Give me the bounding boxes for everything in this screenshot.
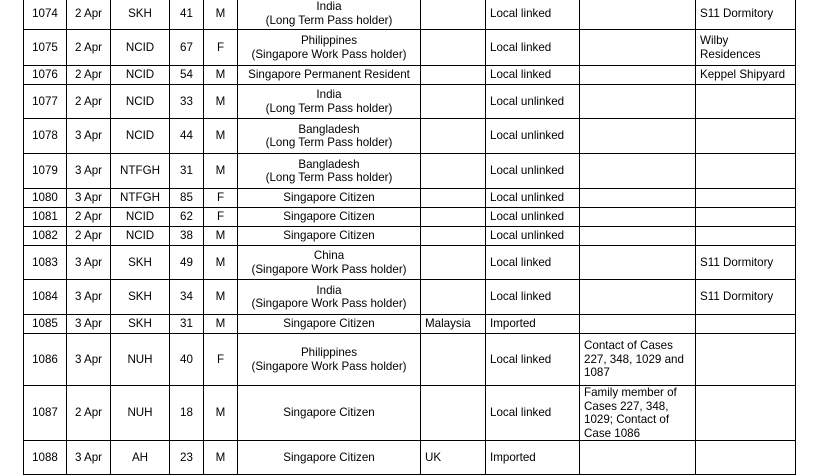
date-cell: 2 Apr (67, 208, 111, 227)
nationality-cell (238, 227, 421, 246)
hospital-cell: NCID (111, 119, 170, 154)
table-row (24, 154, 796, 189)
age-cell: 31 (170, 315, 204, 334)
links-cell (580, 227, 696, 246)
age-cell: 62 (170, 208, 204, 227)
table-row (24, 208, 796, 227)
hospital-cell: SKH (111, 280, 170, 315)
hospital-cell: NTFGH (111, 189, 170, 208)
nationality-cell (238, 154, 421, 189)
case-number-cell: 1084 (24, 280, 67, 315)
links-cell (580, 315, 696, 334)
nationality-cell (238, 189, 421, 208)
case-number-cell: 1087 (24, 386, 67, 441)
links-cell (580, 441, 696, 475)
case-status-cell: Local unlinked (486, 154, 580, 189)
case-number-cell: 1088 (24, 441, 67, 475)
table-row (24, 227, 796, 246)
hospital-cell: SKH (111, 0, 170, 30)
travel-history-cell (421, 280, 486, 315)
nationality-text: India (316, 283, 342, 297)
hospital-cell: NUH (111, 334, 170, 386)
links-cell: Family member of Cases 227, 348, 1029; Contact of Case 1086 (580, 386, 696, 441)
gender-cell: M (204, 85, 238, 119)
nationality-cell (238, 30, 421, 66)
nationality-text: Singapore Citizen (283, 450, 375, 464)
date-cell: 2 Apr (67, 30, 111, 66)
table-row (24, 189, 796, 208)
age-cell: 49 (170, 246, 204, 280)
case-status-cell: Imported (486, 441, 580, 475)
cluster-cell (696, 441, 796, 475)
date-cell: 3 Apr (67, 315, 111, 334)
age-cell: 40 (170, 334, 204, 386)
gender-cell: M (204, 246, 238, 280)
date-cell: 3 Apr (67, 280, 111, 315)
case-status-cell: Local unlinked (486, 227, 580, 246)
date-cell: 2 Apr (67, 85, 111, 119)
age-cell: 31 (170, 154, 204, 189)
nationality-text: Bangladesh (298, 122, 360, 136)
age-cell: 85 (170, 189, 204, 208)
nationality-cell (238, 66, 421, 85)
links-cell (580, 246, 696, 280)
hospital-cell: SKH (111, 246, 170, 280)
date-cell: 3 Apr (67, 189, 111, 208)
hospital-cell: NCID (111, 208, 170, 227)
hospital-cell: NUH (111, 386, 170, 441)
gender-cell: F (204, 189, 238, 208)
date-cell: 3 Apr (67, 441, 111, 475)
case-status-cell: Local unlinked (486, 189, 580, 208)
age-cell: 34 (170, 280, 204, 315)
travel-history-cell (421, 0, 486, 30)
table-row (24, 386, 796, 441)
case-table-container (23, 0, 796, 475)
nationality-cell (238, 441, 421, 475)
nationality-text: Singapore Citizen (283, 210, 375, 224)
cluster-cell (696, 386, 796, 441)
nationality-cell (238, 119, 421, 154)
hospital-cell: NCID (111, 85, 170, 119)
case-number-cell: 1081 (24, 208, 67, 227)
nationality-text: Singapore Citizen (283, 191, 375, 205)
date-cell: 2 Apr (67, 0, 111, 30)
travel-history-cell (421, 66, 486, 85)
gender-cell: F (204, 208, 238, 227)
age-cell: 41 (170, 0, 204, 30)
cluster-cell: S11 Dormitory (696, 280, 796, 315)
age-cell: 54 (170, 66, 204, 85)
gender-cell: M (204, 227, 238, 246)
gender-cell: F (204, 334, 238, 386)
travel-history-cell: Malaysia (421, 315, 486, 334)
nationality-text: Philippines (300, 346, 358, 359)
gender-cell: M (204, 119, 238, 154)
table-row (24, 441, 796, 475)
case-table (23, 0, 796, 475)
links-cell (580, 280, 696, 315)
nationality-cell (238, 386, 421, 441)
table-row (24, 30, 796, 66)
pass-type-text: (Long Term Pass holder) (265, 171, 393, 184)
case-number-cell: 1080 (24, 189, 67, 208)
case-table-body (24, 0, 796, 475)
travel-history-cell: UK (421, 441, 486, 475)
cluster-cell (696, 85, 796, 119)
case-number-cell: 1075 (24, 30, 67, 66)
gender-cell: M (204, 154, 238, 189)
gender-cell: M (204, 0, 238, 30)
case-number-cell: 1083 (24, 246, 67, 280)
gender-cell: F (204, 30, 238, 66)
pass-type-text: (Singapore Work Pass holder) (251, 47, 407, 61)
age-cell: 38 (170, 227, 204, 246)
hospital-cell: SKH (111, 315, 170, 334)
nationality-cell (238, 0, 421, 30)
links-cell (580, 30, 696, 66)
case-status-cell: Local linked (486, 386, 580, 441)
travel-history-cell (421, 154, 486, 189)
nationality-text: China (313, 249, 345, 262)
links-cell (580, 85, 696, 119)
table-row (24, 334, 796, 386)
cluster-cell (696, 315, 796, 334)
date-cell: 2 Apr (67, 227, 111, 246)
travel-history-cell (421, 85, 486, 119)
case-number-cell: 1077 (24, 85, 67, 119)
nationality-text: Philippines (300, 34, 358, 47)
case-number-cell: 1079 (24, 154, 67, 189)
gender-cell: M (204, 441, 238, 475)
travel-history-cell (421, 189, 486, 208)
cluster-cell: Wilby Residences (696, 30, 796, 66)
nationality-text: Singapore Citizen (283, 406, 375, 420)
cluster-cell (696, 227, 796, 246)
case-number-cell: 1078 (24, 119, 67, 154)
case-number-cell: 1086 (24, 334, 67, 386)
hospital-cell: NCID (111, 227, 170, 246)
pass-type-text: (Long Term Pass holder) (265, 13, 393, 27)
gender-cell: M (204, 386, 238, 441)
pass-type-text: (Singapore Work Pass holder) (251, 359, 407, 373)
pass-type-text: (Long Term Pass holder) (265, 136, 393, 149)
cluster-cell: Keppel Shipyard (696, 66, 796, 85)
age-cell: 44 (170, 119, 204, 154)
links-cell (580, 0, 696, 30)
table-row (24, 66, 796, 85)
date-cell: 3 Apr (67, 246, 111, 280)
nationality-cell (238, 280, 421, 315)
nationality-text: Singapore Permanent Resident (248, 68, 410, 82)
case-number-cell: 1076 (24, 66, 67, 85)
case-number-cell: 1074 (24, 0, 67, 30)
links-cell (580, 119, 696, 154)
nationality-cell (238, 246, 421, 280)
nationality-cell (238, 85, 421, 119)
nationality-cell (238, 334, 421, 386)
links-cell (580, 154, 696, 189)
case-status-cell: Local linked (486, 280, 580, 315)
pass-type-text: (Singapore Work Pass holder) (251, 297, 407, 310)
date-cell: 3 Apr (67, 119, 111, 154)
links-cell: Contact of Cases 227, 348, 1029 and 1087 (580, 334, 696, 386)
cluster-cell: S11 Dormitory (696, 0, 796, 30)
hospital-cell: NCID (111, 30, 170, 66)
nationality-text: Singapore Citizen (283, 229, 375, 243)
nationality-text: Singapore Citizen (283, 317, 375, 331)
nationality-cell (238, 208, 421, 227)
table-row (24, 119, 796, 154)
case-status-cell: Local unlinked (486, 85, 580, 119)
case-status-cell: Local unlinked (486, 208, 580, 227)
case-status-cell: Local linked (486, 246, 580, 280)
nationality-text: Bangladesh (298, 157, 360, 171)
age-cell: 18 (170, 386, 204, 441)
travel-history-cell (421, 119, 486, 154)
links-cell (580, 66, 696, 85)
case-status-cell: Imported (486, 315, 580, 334)
travel-history-cell (421, 334, 486, 386)
nationality-cell (238, 315, 421, 334)
gender-cell: M (204, 66, 238, 85)
gender-cell: M (204, 315, 238, 334)
table-row (24, 315, 796, 334)
travel-history-cell (421, 227, 486, 246)
table-row (24, 85, 796, 119)
date-cell: 2 Apr (67, 66, 111, 85)
date-cell: 3 Apr (67, 154, 111, 189)
pass-type-text: (Long Term Pass holder) (265, 101, 393, 115)
case-status-cell: Local linked (486, 0, 580, 30)
case-status-cell: Local linked (486, 334, 580, 386)
links-cell (580, 189, 696, 208)
case-status-cell: Local linked (486, 30, 580, 66)
nationality-text: India (316, 88, 342, 101)
case-number-cell: 1082 (24, 227, 67, 246)
travel-history-cell (421, 30, 486, 66)
case-status-cell: Local linked (486, 66, 580, 85)
travel-history-cell (421, 246, 486, 280)
links-cell (580, 208, 696, 227)
table-row (24, 0, 796, 30)
travel-history-cell (421, 208, 486, 227)
cluster-cell (696, 334, 796, 386)
table-row (24, 280, 796, 315)
cluster-cell (696, 189, 796, 208)
gender-cell: M (204, 280, 238, 315)
case-number-cell: 1085 (24, 315, 67, 334)
table-row (24, 246, 796, 280)
nationality-text: India (316, 0, 342, 13)
cluster-cell (696, 119, 796, 154)
age-cell: 67 (170, 30, 204, 66)
age-cell: 33 (170, 85, 204, 119)
hospital-cell: AH (111, 441, 170, 475)
age-cell: 23 (170, 441, 204, 475)
cluster-cell: S11 Dormitory (696, 246, 796, 280)
case-status-cell: Local unlinked (486, 119, 580, 154)
cluster-cell (696, 208, 796, 227)
hospital-cell: NCID (111, 66, 170, 85)
pass-type-text: (Singapore Work Pass holder) (251, 262, 407, 276)
travel-history-cell (421, 386, 486, 441)
cluster-cell (696, 154, 796, 189)
date-cell: 2 Apr (67, 386, 111, 441)
date-cell: 3 Apr (67, 334, 111, 386)
hospital-cell: NTFGH (111, 154, 170, 189)
